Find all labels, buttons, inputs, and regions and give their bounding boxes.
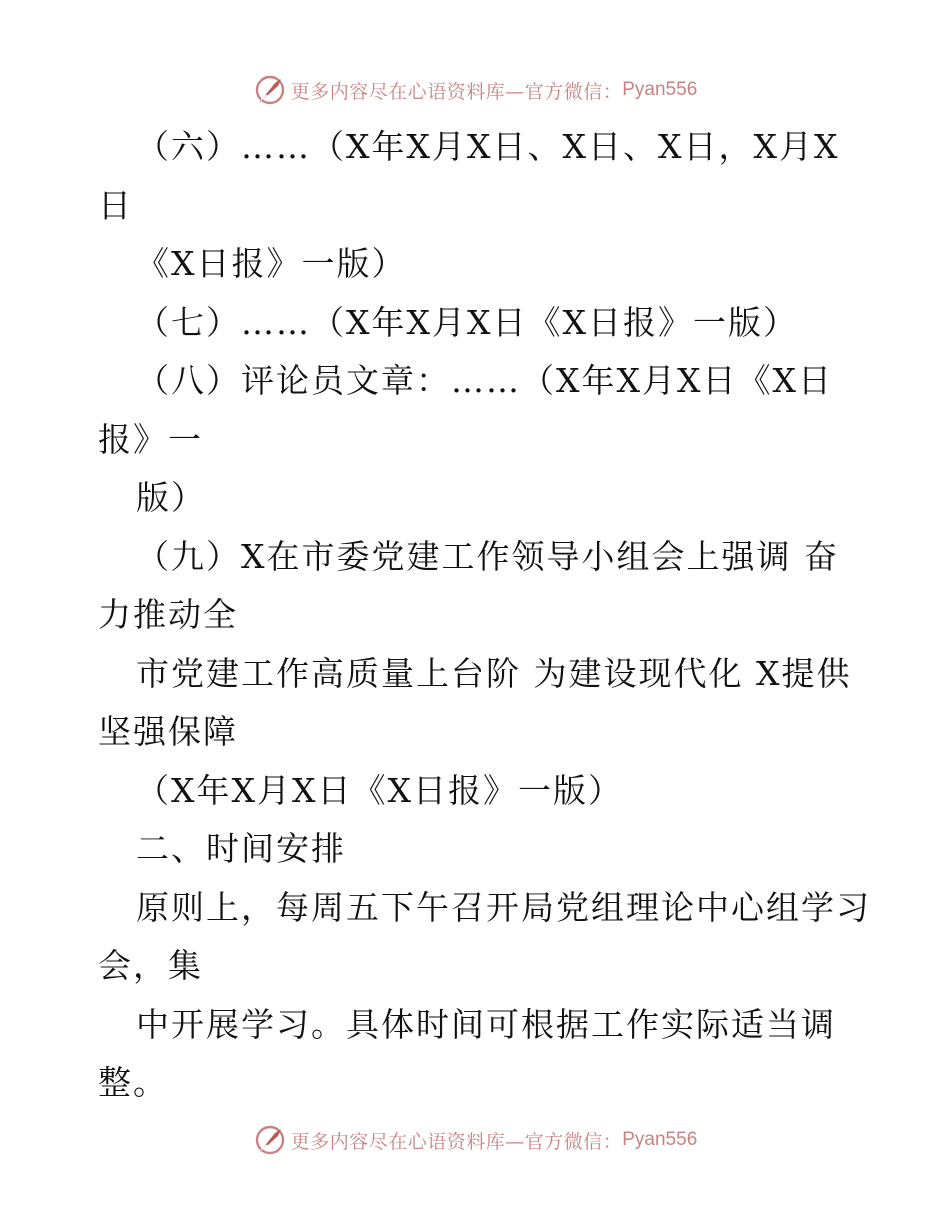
watermark-text: 更多内容尽在心语资料库—官方微信： (290, 1130, 623, 1153)
text-line: 二、时间安排 (136, 829, 346, 868)
text-line: 中开展学习。具体时间可根据工作实际适当调 (136, 1004, 836, 1044)
quill-pen-logo-icon (253, 1123, 287, 1157)
watermark-wechat-id: Pyan556 (622, 79, 698, 100)
text-line: 原则上，每周五下午召开局党组理论中心组学习 (136, 887, 871, 927)
text-line: 日 (98, 185, 133, 225)
text-line: （六）……（X年X月X日、X日、X日，X月X (136, 127, 840, 166)
text-line: 力推动全 (98, 595, 238, 634)
text-line: 《X日报》一版） (136, 244, 407, 283)
header-watermark (0, 70, 950, 110)
text-line: （九）X在市委党建工作领导小组会上强调 奋 (136, 536, 839, 576)
text-line: （七）……（X年X月X日《X日报》一版） (136, 302, 798, 342)
quill-pen-logo-icon (253, 73, 287, 107)
watermark-wechat-id: Pyan556 (622, 1129, 698, 1150)
text-line: 报》一 (98, 419, 203, 459)
document-body (98, 118, 871, 1113)
watermark-text: 更多内容尽在心语资料库—官方微信： (290, 80, 623, 103)
text-line: 版） (136, 478, 206, 517)
text-line: （八）评论员文章：……（X年X月X日《X日 (136, 361, 833, 400)
text-line: 整。 (98, 1063, 168, 1102)
text-line: 会，集 (98, 946, 203, 985)
footer-watermark (0, 1120, 950, 1160)
text-line: （X年X月X日《X日报》一版） (136, 770, 623, 810)
text-line: 坚强保障 (98, 712, 238, 751)
text-line: 市党建工作高质量上台阶 为建设现代化 X提供 (136, 653, 852, 693)
